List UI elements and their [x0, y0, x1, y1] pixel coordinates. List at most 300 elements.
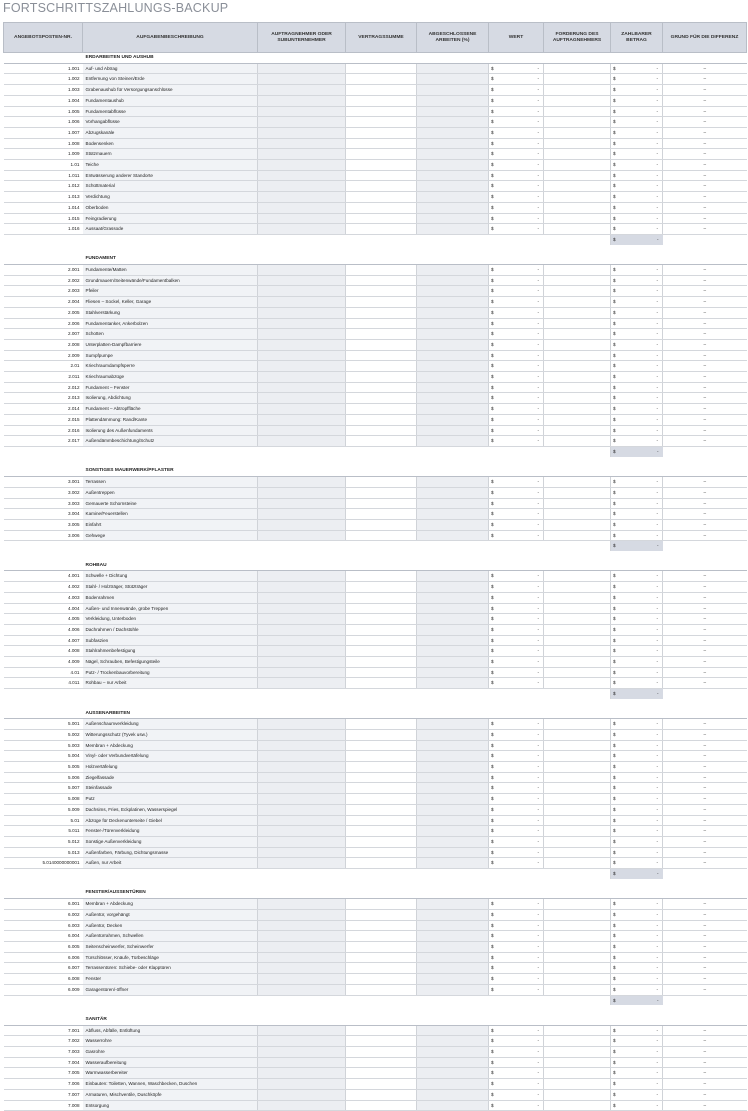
contractor-claim-cell[interactable] [544, 582, 611, 593]
difference-reason-cell[interactable]: – [663, 815, 747, 826]
contract-sum-cell[interactable] [346, 307, 417, 318]
payable-amount-cell[interactable] [611, 265, 663, 276]
value-cell[interactable] [489, 751, 544, 762]
contractor-claim-cell[interactable] [544, 329, 611, 340]
item-number-cell[interactable]: 5.007 [4, 783, 83, 794]
description-cell[interactable]: Fenster [83, 974, 258, 985]
contract-sum-cell[interactable] [346, 138, 417, 149]
payable-amount-cell[interactable] [611, 603, 663, 614]
item-number-cell[interactable]: 1.015 [4, 213, 83, 224]
payable-amount-cell[interactable] [611, 297, 663, 308]
contractor-cell[interactable] [258, 952, 346, 963]
difference-reason-cell[interactable]: – [663, 941, 747, 952]
contractor-claim-cell[interactable] [544, 436, 611, 447]
completed-percent-cell[interactable] [417, 170, 489, 181]
item-number-cell[interactable]: 7.006 [4, 1079, 83, 1090]
contractor-cell[interactable] [258, 372, 346, 383]
contract-sum-cell[interactable] [346, 603, 417, 614]
value-cell[interactable] [489, 931, 544, 942]
completed-percent-cell[interactable] [417, 740, 489, 751]
description-cell[interactable]: Kriechraumdampfsperre [83, 361, 258, 372]
contractor-claim-cell[interactable] [544, 804, 611, 815]
completed-percent-cell[interactable] [417, 414, 489, 425]
completed-percent-cell[interactable] [417, 106, 489, 117]
completed-percent-cell[interactable] [417, 920, 489, 931]
payable-amount-cell[interactable] [611, 509, 663, 520]
completed-percent-cell[interactable] [417, 275, 489, 286]
value-cell[interactable] [489, 329, 544, 340]
difference-reason-cell[interactable]: – [663, 339, 747, 350]
item-number-cell[interactable]: 2.003 [4, 286, 83, 297]
difference-reason-cell[interactable]: – [663, 361, 747, 372]
difference-reason-cell[interactable]: – [663, 963, 747, 974]
description-cell[interactable]: Nägel, Schrauben, Befestigungsteile [83, 657, 258, 668]
item-number-cell[interactable]: 2.011 [4, 372, 83, 383]
contract-sum-cell[interactable] [346, 614, 417, 625]
section-total-cell[interactable] [611, 869, 663, 879]
contract-sum-cell[interactable] [346, 624, 417, 635]
item-number-cell[interactable]: 6.008 [4, 974, 83, 985]
item-number-cell[interactable]: 7.005 [4, 1068, 83, 1079]
description-cell[interactable]: Stahlverstärkung [83, 307, 258, 318]
value-cell[interactable] [489, 74, 544, 85]
contractor-claim-cell[interactable] [544, 646, 611, 657]
contract-sum-cell[interactable] [346, 1100, 417, 1111]
payable-amount-cell[interactable] [611, 984, 663, 995]
contractor-cell[interactable] [258, 635, 346, 646]
item-number-cell[interactable]: 1.004 [4, 95, 83, 106]
contractor-cell[interactable] [258, 1036, 346, 1047]
item-number-cell[interactable]: 2.014 [4, 404, 83, 415]
contract-sum-cell[interactable] [346, 740, 417, 751]
value-cell[interactable] [489, 213, 544, 224]
payable-amount-cell[interactable] [611, 350, 663, 361]
contract-sum-cell[interactable] [346, 974, 417, 985]
item-number-cell[interactable]: 5.001 [4, 719, 83, 730]
contractor-cell[interactable] [258, 181, 346, 192]
contractor-cell[interactable] [258, 931, 346, 942]
item-number-cell[interactable]: 2.002 [4, 275, 83, 286]
payable-amount-cell[interactable] [611, 1089, 663, 1100]
completed-percent-cell[interactable] [417, 963, 489, 974]
difference-reason-cell[interactable]: – [663, 425, 747, 436]
contractor-cell[interactable] [258, 436, 346, 447]
value-cell[interactable] [489, 498, 544, 509]
description-cell[interactable]: Gemauerte Schornsteine [83, 498, 258, 509]
description-cell[interactable]: Türschlösser, Knäufe, Türbeschläge [83, 952, 258, 963]
header-completed-percent[interactable]: ABGESCHLOSSENE ARBEITEN (%) [417, 23, 489, 53]
payable-amount-cell[interactable] [611, 614, 663, 625]
value-cell[interactable] [489, 350, 544, 361]
contract-sum-cell[interactable] [346, 519, 417, 530]
item-number-cell[interactable]: 3.002 [4, 487, 83, 498]
difference-reason-cell[interactable]: – [663, 63, 747, 74]
value-cell[interactable] [489, 974, 544, 985]
difference-reason-cell[interactable]: – [663, 404, 747, 415]
difference-reason-cell[interactable]: – [663, 487, 747, 498]
contract-sum-cell[interactable] [346, 719, 417, 730]
contract-sum-cell[interactable] [346, 678, 417, 689]
contract-sum-cell[interactable] [346, 1036, 417, 1047]
value-cell[interactable] [489, 361, 544, 372]
contractor-claim-cell[interactable] [544, 127, 611, 138]
completed-percent-cell[interactable] [417, 393, 489, 404]
contract-sum-cell[interactable] [346, 762, 417, 773]
contractor-cell[interactable] [258, 571, 346, 582]
description-cell[interactable]: Subfaszien [83, 635, 258, 646]
item-number-cell[interactable]: 2.017 [4, 436, 83, 447]
completed-percent-cell[interactable] [417, 1068, 489, 1079]
contractor-claim-cell[interactable] [544, 740, 611, 751]
payable-amount-cell[interactable] [611, 361, 663, 372]
completed-percent-cell[interactable] [417, 202, 489, 213]
value-cell[interactable] [489, 772, 544, 783]
completed-percent-cell[interactable] [417, 719, 489, 730]
contract-sum-cell[interactable] [346, 318, 417, 329]
completed-percent-cell[interactable] [417, 1025, 489, 1036]
contract-sum-cell[interactable] [346, 530, 417, 541]
contractor-cell[interactable] [258, 657, 346, 668]
value-cell[interactable] [489, 1036, 544, 1047]
contract-sum-cell[interactable] [346, 657, 417, 668]
contractor-cell[interactable] [258, 63, 346, 74]
contractor-claim-cell[interactable] [544, 920, 611, 931]
value-cell[interactable] [489, 286, 544, 297]
difference-reason-cell[interactable]: – [663, 858, 747, 869]
contractor-claim-cell[interactable] [544, 941, 611, 952]
contractor-claim-cell[interactable] [544, 899, 611, 910]
payable-amount-cell[interactable] [611, 847, 663, 858]
contractor-claim-cell[interactable] [544, 224, 611, 235]
contractor-claim-cell[interactable] [544, 297, 611, 308]
difference-reason-cell[interactable]: – [663, 213, 747, 224]
contractor-claim-cell[interactable] [544, 170, 611, 181]
contractor-cell[interactable] [258, 667, 346, 678]
contract-sum-cell[interactable] [346, 192, 417, 203]
description-cell[interactable]: Entwässerung anderer Standorte [83, 170, 258, 181]
contractor-cell[interactable] [258, 751, 346, 762]
contractor-claim-cell[interactable] [544, 192, 611, 203]
contractor-claim-cell[interactable] [544, 117, 611, 128]
contractor-cell[interactable] [258, 307, 346, 318]
payable-amount-cell[interactable] [611, 667, 663, 678]
payable-amount-cell[interactable] [611, 1036, 663, 1047]
payable-amount-cell[interactable] [611, 931, 663, 942]
contractor-claim-cell[interactable] [544, 63, 611, 74]
description-cell[interactable]: Warmwasserbereiter [83, 1068, 258, 1079]
item-number-cell[interactable]: 2.01 [4, 361, 83, 372]
item-number-cell[interactable]: 4.011 [4, 678, 83, 689]
item-number-cell[interactable]: 5.008 [4, 794, 83, 805]
item-number-cell[interactable]: 4.008 [4, 646, 83, 657]
difference-reason-cell[interactable]: – [663, 1100, 747, 1111]
contract-sum-cell[interactable] [346, 772, 417, 783]
contract-sum-cell[interactable] [346, 847, 417, 858]
item-number-cell[interactable]: 6.003 [4, 920, 83, 931]
item-number-cell[interactable]: 6.002 [4, 909, 83, 920]
contractor-cell[interactable] [258, 509, 346, 520]
description-cell[interactable]: Grabenaushub für Versorgungsanschlüsse [83, 85, 258, 96]
contractor-cell[interactable] [258, 404, 346, 415]
payable-amount-cell[interactable] [611, 783, 663, 794]
completed-percent-cell[interactable] [417, 74, 489, 85]
contract-sum-cell[interactable] [346, 393, 417, 404]
description-cell[interactable]: Stützmauern [83, 149, 258, 160]
contractor-cell[interactable] [258, 941, 346, 952]
description-cell[interactable]: Sumpfpumpe [83, 350, 258, 361]
difference-reason-cell[interactable]: – [663, 1025, 747, 1036]
contractor-cell[interactable] [258, 192, 346, 203]
contractor-cell[interactable] [258, 329, 346, 340]
contractor-cell[interactable] [258, 170, 346, 181]
item-number-cell[interactable]: 2.015 [4, 414, 83, 425]
description-cell[interactable]: Fundamente/Matten [83, 265, 258, 276]
contractor-cell[interactable] [258, 127, 346, 138]
completed-percent-cell[interactable] [417, 678, 489, 689]
value-cell[interactable] [489, 382, 544, 393]
payable-amount-cell[interactable] [611, 826, 663, 837]
description-cell[interactable]: Unterplatten-Dampfbarriere [83, 339, 258, 350]
value-cell[interactable] [489, 804, 544, 815]
contractor-cell[interactable] [258, 95, 346, 106]
item-number-cell[interactable]: 7.007 [4, 1089, 83, 1100]
contract-sum-cell[interactable] [346, 571, 417, 582]
description-cell[interactable]: Isolierung des Außenfundaments [83, 425, 258, 436]
item-number-cell[interactable]: 6.009 [4, 984, 83, 995]
value-cell[interactable] [489, 170, 544, 181]
header-value[interactable]: WERT [489, 23, 544, 53]
contractor-claim-cell[interactable] [544, 1068, 611, 1079]
difference-reason-cell[interactable]: – [663, 657, 747, 668]
payable-amount-cell[interactable] [611, 571, 663, 582]
difference-reason-cell[interactable]: – [663, 952, 747, 963]
completed-percent-cell[interactable] [417, 138, 489, 149]
contractor-cell[interactable] [258, 836, 346, 847]
contractor-claim-cell[interactable] [544, 1079, 611, 1090]
contract-sum-cell[interactable] [346, 1057, 417, 1068]
contract-sum-cell[interactable] [346, 339, 417, 350]
item-number-cell[interactable]: 4.003 [4, 592, 83, 603]
description-cell[interactable]: Entsorgung [83, 1100, 258, 1111]
payable-amount-cell[interactable] [611, 372, 663, 383]
value-cell[interactable] [489, 275, 544, 286]
payable-amount-cell[interactable] [611, 804, 663, 815]
value-cell[interactable] [489, 85, 544, 96]
payable-amount-cell[interactable] [611, 729, 663, 740]
completed-percent-cell[interactable] [417, 952, 489, 963]
contractor-claim-cell[interactable] [544, 729, 611, 740]
difference-reason-cell[interactable]: – [663, 571, 747, 582]
item-number-cell[interactable]: 5.003 [4, 740, 83, 751]
contract-sum-cell[interactable] [346, 117, 417, 128]
difference-reason-cell[interactable]: – [663, 783, 747, 794]
description-cell[interactable]: Gehwege [83, 530, 258, 541]
difference-reason-cell[interactable]: – [663, 984, 747, 995]
item-number-cell[interactable]: 3.001 [4, 477, 83, 488]
contractor-cell[interactable] [258, 339, 346, 350]
contractor-claim-cell[interactable] [544, 635, 611, 646]
contractor-claim-cell[interactable] [544, 667, 611, 678]
contractor-cell[interactable] [258, 487, 346, 498]
description-cell[interactable]: Dachsims, Fries, Eckplatinen, Wasserspiegel [83, 804, 258, 815]
contractor-cell[interactable] [258, 414, 346, 425]
completed-percent-cell[interactable] [417, 974, 489, 985]
contractor-cell[interactable] [258, 361, 346, 372]
description-cell[interactable]: Auf- und Abtrag [83, 63, 258, 74]
contract-sum-cell[interactable] [346, 329, 417, 340]
item-number-cell[interactable]: 2.006 [4, 318, 83, 329]
contractor-claim-cell[interactable] [544, 498, 611, 509]
difference-reason-cell[interactable]: – [663, 772, 747, 783]
header-difference-reason[interactable]: GRUND FÜR DIE DIFFERENZ [663, 23, 747, 53]
value-cell[interactable] [489, 181, 544, 192]
contractor-claim-cell[interactable] [544, 393, 611, 404]
item-number-cell[interactable]: 1.012 [4, 181, 83, 192]
description-cell[interactable]: Außentür, vorgehängt [83, 909, 258, 920]
value-cell[interactable] [489, 1100, 544, 1111]
description-cell[interactable]: Kamine/Feuerstellen [83, 509, 258, 520]
description-cell[interactable]: Außen, nur Arbeit [83, 858, 258, 869]
contract-sum-cell[interactable] [346, 783, 417, 794]
item-number-cell[interactable]: 5.004 [4, 751, 83, 762]
contract-sum-cell[interactable] [346, 202, 417, 213]
payable-amount-cell[interactable] [611, 318, 663, 329]
payable-amount-cell[interactable] [611, 592, 663, 603]
contractor-claim-cell[interactable] [544, 1025, 611, 1036]
contractor-cell[interactable] [258, 224, 346, 235]
value-cell[interactable] [489, 794, 544, 805]
description-cell[interactable]: Bodenrahmen [83, 592, 258, 603]
completed-percent-cell[interactable] [417, 117, 489, 128]
description-cell[interactable]: Sonstige Außenverkleidung [83, 836, 258, 847]
contractor-claim-cell[interactable] [544, 952, 611, 963]
payable-amount-cell[interactable] [611, 63, 663, 74]
item-number-cell[interactable]: 5.006 [4, 772, 83, 783]
contractor-cell[interactable] [258, 202, 346, 213]
description-cell[interactable]: Aussaat/Grassode [83, 224, 258, 235]
difference-reason-cell[interactable]: – [663, 1079, 747, 1090]
difference-reason-cell[interactable]: – [663, 931, 747, 942]
item-number-cell[interactable]: 2.001 [4, 265, 83, 276]
description-cell[interactable]: Schotten [83, 329, 258, 340]
item-number-cell[interactable]: 7.002 [4, 1036, 83, 1047]
completed-percent-cell[interactable] [417, 783, 489, 794]
description-cell[interactable]: Fundament – Fenster [83, 382, 258, 393]
contract-sum-cell[interactable] [346, 414, 417, 425]
description-cell[interactable]: Rohbau – nur Arbeit [83, 678, 258, 689]
description-cell[interactable]: Wasserrohre [83, 1036, 258, 1047]
value-cell[interactable] [489, 762, 544, 773]
contractor-cell[interactable] [258, 350, 346, 361]
description-cell[interactable]: Wasseraufbereitung [83, 1057, 258, 1068]
contractor-cell[interactable] [258, 783, 346, 794]
payable-amount-cell[interactable] [611, 858, 663, 869]
description-cell[interactable]: Außenschaumverkleidung [83, 719, 258, 730]
payable-amount-cell[interactable] [611, 1100, 663, 1111]
difference-reason-cell[interactable]: – [663, 372, 747, 383]
payable-amount-cell[interactable] [611, 909, 663, 920]
item-number-cell[interactable]: 1.011 [4, 170, 83, 181]
completed-percent-cell[interactable] [417, 1089, 489, 1100]
item-number-cell[interactable]: 3.003 [4, 498, 83, 509]
value-cell[interactable] [489, 477, 544, 488]
completed-percent-cell[interactable] [417, 425, 489, 436]
contract-sum-cell[interactable] [346, 160, 417, 171]
item-number-cell[interactable]: 4.002 [4, 582, 83, 593]
difference-reason-cell[interactable]: – [663, 836, 747, 847]
value-cell[interactable] [489, 815, 544, 826]
difference-reason-cell[interactable]: – [663, 106, 747, 117]
description-cell[interactable]: Isolierung, Abdichtung [83, 393, 258, 404]
item-number-cell[interactable]: 5.01 [4, 815, 83, 826]
completed-percent-cell[interactable] [417, 372, 489, 383]
item-number-cell[interactable]: 1.002 [4, 74, 83, 85]
contractor-claim-cell[interactable] [544, 286, 611, 297]
contractor-cell[interactable] [258, 826, 346, 837]
description-cell[interactable]: Feingradierung [83, 213, 258, 224]
completed-percent-cell[interactable] [417, 530, 489, 541]
item-number-cell[interactable]: 7.003 [4, 1047, 83, 1058]
contractor-cell[interactable] [258, 804, 346, 815]
contractor-claim-cell[interactable] [544, 213, 611, 224]
item-number-cell[interactable]: 1.007 [4, 127, 83, 138]
payable-amount-cell[interactable] [611, 952, 663, 963]
description-cell[interactable]: Abzugskanäle [83, 127, 258, 138]
value-cell[interactable] [489, 339, 544, 350]
value-cell[interactable] [489, 106, 544, 117]
contractor-claim-cell[interactable] [544, 794, 611, 805]
completed-percent-cell[interactable] [417, 582, 489, 593]
value-cell[interactable] [489, 1079, 544, 1090]
completed-percent-cell[interactable] [417, 329, 489, 340]
value-cell[interactable] [489, 1025, 544, 1036]
contractor-claim-cell[interactable] [544, 1047, 611, 1058]
payable-amount-cell[interactable] [611, 1068, 663, 1079]
difference-reason-cell[interactable]: – [663, 498, 747, 509]
value-cell[interactable] [489, 582, 544, 593]
value-cell[interactable] [489, 297, 544, 308]
contract-sum-cell[interactable] [346, 667, 417, 678]
value-cell[interactable] [489, 624, 544, 635]
contractor-cell[interactable] [258, 85, 346, 96]
value-cell[interactable] [489, 920, 544, 931]
payable-amount-cell[interactable] [611, 974, 663, 985]
payable-amount-cell[interactable] [611, 181, 663, 192]
difference-reason-cell[interactable]: – [663, 530, 747, 541]
description-cell[interactable]: Kriechraumabzüge [83, 372, 258, 383]
contractor-claim-cell[interactable] [544, 657, 611, 668]
completed-percent-cell[interactable] [417, 909, 489, 920]
description-cell[interactable]: Stahlrahmenbefestigung [83, 646, 258, 657]
contract-sum-cell[interactable] [346, 436, 417, 447]
payable-amount-cell[interactable] [611, 436, 663, 447]
payable-amount-cell[interactable] [611, 899, 663, 910]
contractor-cell[interactable] [258, 974, 346, 985]
value-cell[interactable] [489, 393, 544, 404]
value-cell[interactable] [489, 1089, 544, 1100]
contract-sum-cell[interactable] [346, 265, 417, 276]
contractor-claim-cell[interactable] [544, 265, 611, 276]
description-cell[interactable]: Verkleidung, Unterboden [83, 614, 258, 625]
contractor-cell[interactable] [258, 213, 346, 224]
completed-percent-cell[interactable] [417, 265, 489, 276]
contractor-claim-cell[interactable] [544, 826, 611, 837]
difference-reason-cell[interactable]: – [663, 509, 747, 520]
section-total-cell[interactable] [611, 995, 663, 1005]
description-cell[interactable]: Abzüge für Deckenunterseite / Giebel [83, 815, 258, 826]
contractor-claim-cell[interactable] [544, 858, 611, 869]
difference-reason-cell[interactable]: – [663, 318, 747, 329]
